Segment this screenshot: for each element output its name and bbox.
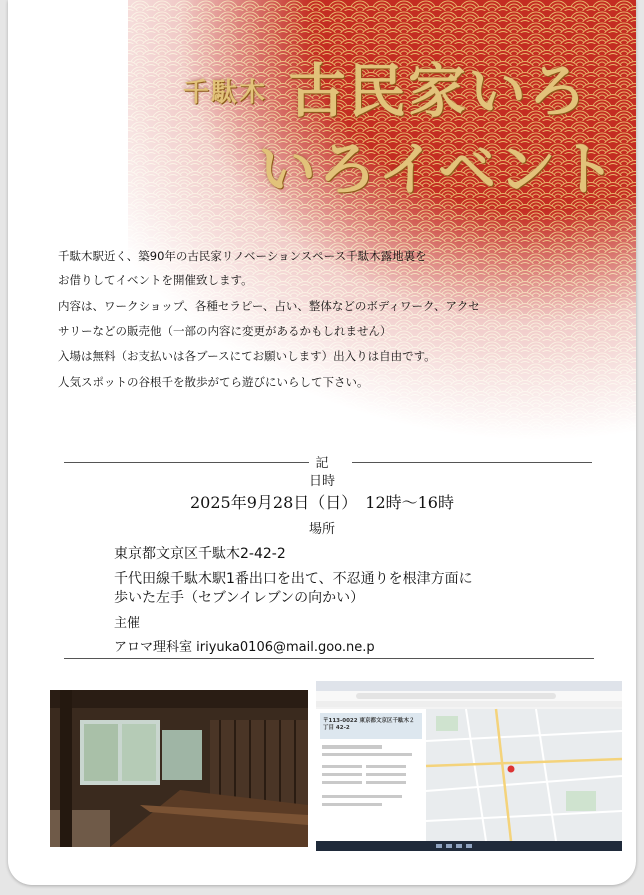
venue-interior-photo bbox=[50, 690, 308, 847]
flyer-page bbox=[8, 0, 636, 885]
intro-line: 入場は無料（お支払いは各ブースにてお願いします）出入りは自由です。 bbox=[58, 349, 436, 363]
title-prefix: 千駄木 bbox=[183, 78, 268, 108]
directions-line-2: 歩いた左手（セブンイレブンの向かい） bbox=[114, 590, 365, 606]
date-value: 2025年9月28日（日） 12時〜16時 bbox=[190, 493, 454, 512]
date-label: 日時 bbox=[308, 474, 335, 489]
place-label: 場所 bbox=[308, 522, 335, 537]
notice-heading: 記 bbox=[315, 456, 329, 471]
intro-line: 内容は、ワークショップ、各種セラピー、占い、整体などのボディワーク、アクセ bbox=[58, 299, 480, 313]
organizer-label: 主催 bbox=[114, 616, 141, 631]
title-line-1: 古民家いろ bbox=[288, 57, 589, 125]
address: 東京都文京区千駄木2-42-2 bbox=[114, 546, 286, 562]
intro-line: 千駄木駅近く、築90年の古民家リノベーションスペース千駄木露地裏を bbox=[58, 249, 427, 263]
intro-line: 人気スポットの谷根千を散歩がてら遊びにいらして下さい。 bbox=[58, 375, 369, 389]
divider-bottom bbox=[64, 658, 594, 659]
title-line-2: いろイベント bbox=[258, 135, 619, 203]
directions-line-1: 千代田線千駄木駅1番出口を出て、不忍通りを根津方面に bbox=[114, 571, 473, 587]
intro-line: お借りしてイベントを開催致します。 bbox=[58, 273, 253, 287]
organizer-contact: アロマ理科室 iriyuka0106@mail.goo.ne.p bbox=[114, 640, 375, 655]
intro-line: サリーなどの販売他（一部の内容に変更があるかもしれません） bbox=[58, 324, 392, 338]
map-screenshot bbox=[316, 681, 622, 851]
map-place-title: 〒113-0022 東京都文京区千駄木２丁目 42-2 bbox=[323, 718, 415, 731]
